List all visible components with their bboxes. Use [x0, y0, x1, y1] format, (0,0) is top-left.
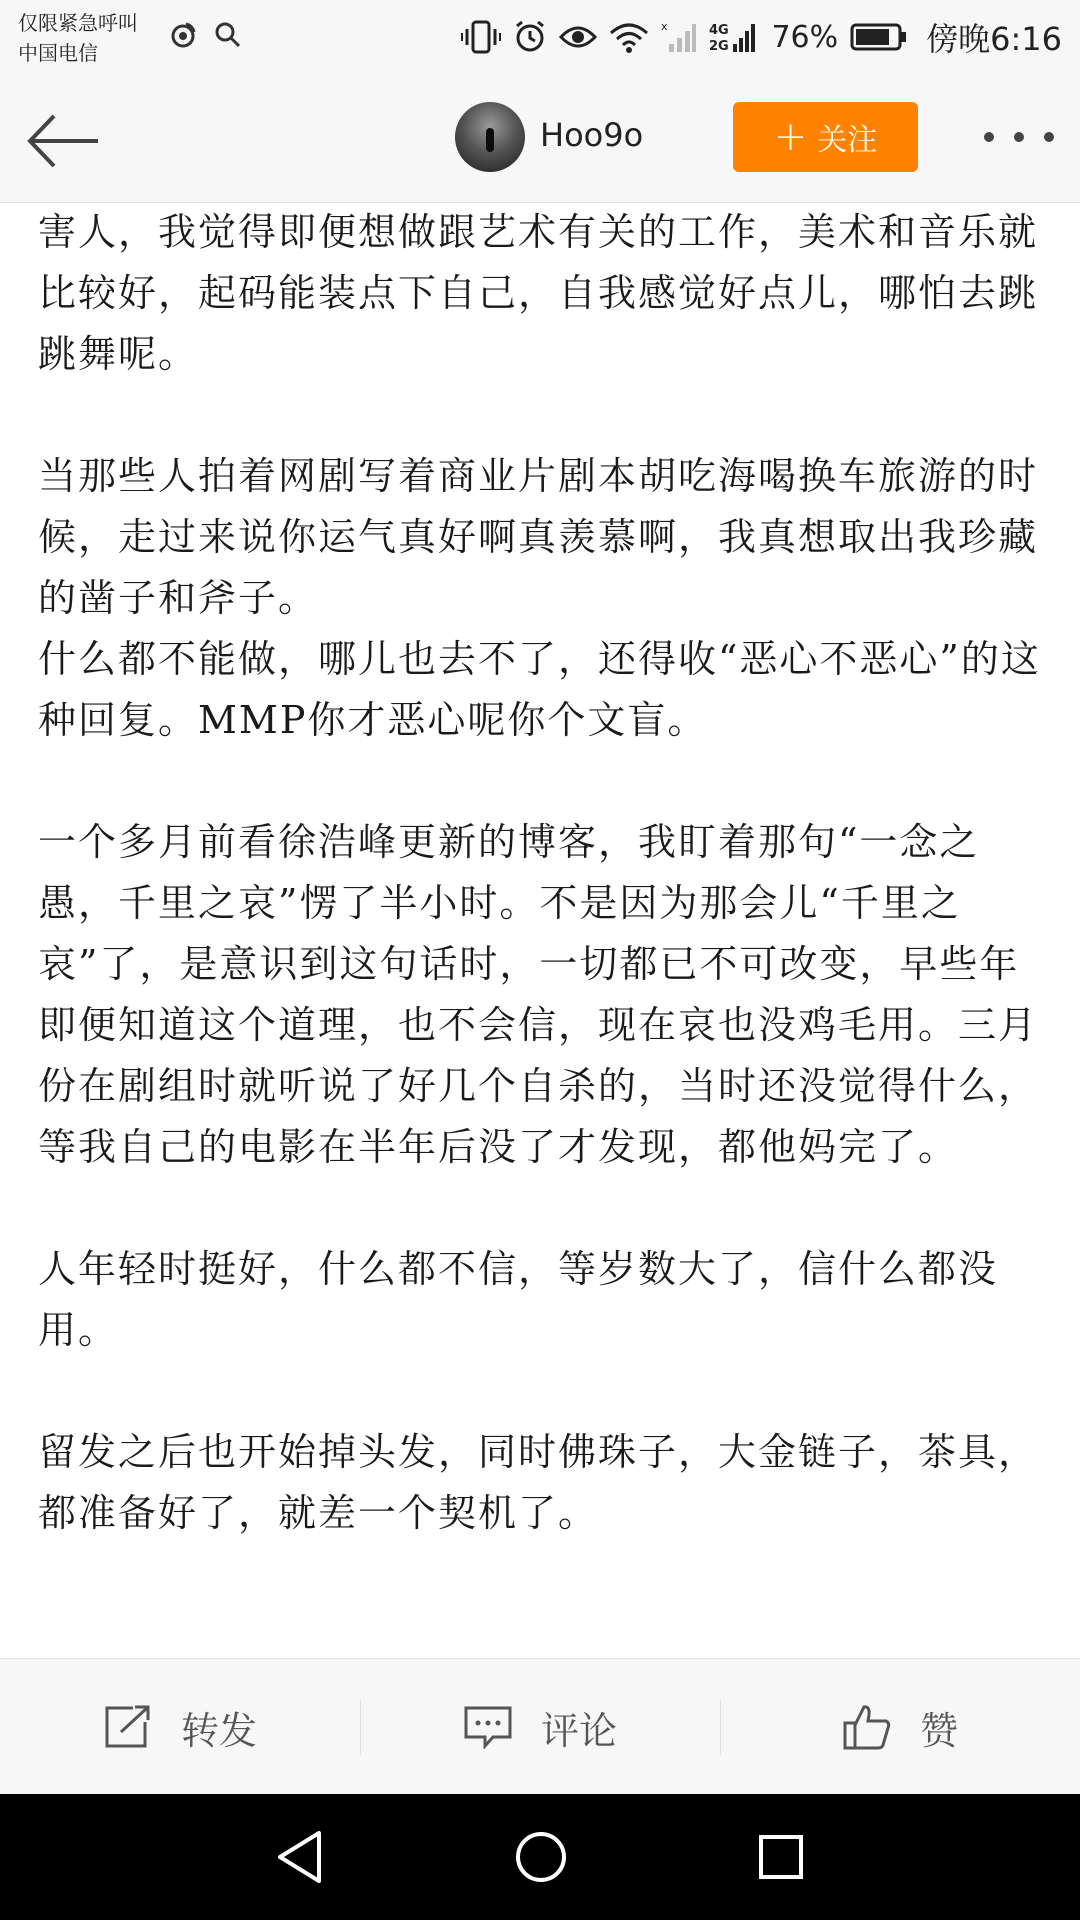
- svg-text:2G: 2G: [709, 39, 730, 54]
- comment-icon: [463, 1705, 513, 1749]
- plus-icon: +: [773, 114, 808, 160]
- follow-label: 关注: [817, 123, 878, 158]
- post-action-bar: [0, 1658, 1080, 1795]
- system-navigation-bar: [0, 1794, 1080, 1920]
- paragraph: 人年轻时挺好，什么都不信，等岁数大了，信什么都没用。: [38, 1247, 999, 1352]
- repost-label: 转发: [180, 1708, 257, 1753]
- nav-home-icon[interactable]: [514, 1830, 568, 1884]
- back-button[interactable]: [24, 106, 104, 176]
- nav-back-icon[interactable]: [275, 1829, 325, 1885]
- status-right: [461, 14, 1062, 60]
- more-options-button[interactable]: [984, 124, 1054, 150]
- post-header: [0, 80, 1080, 203]
- paragraph: 害人，我觉得即便想做跟艺术有关的工作，美术和音乐就比较好，起码能装点下自己，自我感觉好点儿，哪怕去跳跳舞呢。: [38, 210, 1039, 376]
- username[interactable]: Hoo9o: [540, 116, 644, 154]
- paragraph: 什么都不能做，哪儿也去不了，还得收“恶心不恶心”的这种回复。MMP你才恶心呢你个文盲。: [38, 637, 1041, 742]
- like-label: 赞: [919, 1708, 958, 1753]
- carrier-info: [18, 8, 138, 68]
- nav-recent-icon[interactable]: [757, 1833, 805, 1881]
- battery-percent: 76%: [771, 19, 839, 55]
- follow-button[interactable]: [733, 102, 918, 172]
- eye-comfort-icon: [559, 23, 597, 51]
- signal-4g-icon: [709, 20, 759, 54]
- status-bar: [0, 0, 1080, 80]
- clock: 傍晚6:16: [926, 20, 1062, 58]
- weibo-notification-icon: [168, 20, 198, 50]
- paragraph: 当那些人拍着网剧写着商业片剧本胡吃海喝换车旅游的时候，走过来说你运气真好啊真羡慕啊，我真想取出我珍藏的凿子和斧子。: [38, 454, 1039, 620]
- svg-text:x: x: [661, 20, 668, 33]
- comment-label: 评论: [540, 1708, 617, 1753]
- carrier-line-emergency: 仅限紧急呼叫: [18, 11, 138, 35]
- paragraph: 留发之后也开始掉头发，同时佛珠子，大金链子，茶具，都准备好了，就差一个契机了。: [38, 1430, 1039, 1535]
- thumbs-up-icon: [842, 1703, 892, 1751]
- wifi-icon: [609, 21, 649, 53]
- signal-weak-icon: [661, 20, 697, 54]
- repost-button[interactable]: [0, 1659, 360, 1795]
- more-dot-icon: [1044, 132, 1054, 142]
- svg-text:4G: 4G: [709, 23, 730, 38]
- carrier-line-name: 中国电信: [18, 41, 98, 65]
- alarm-icon: [513, 20, 547, 54]
- status-left-icons: [168, 20, 242, 50]
- back-arrow-icon: [24, 112, 100, 170]
- vibrate-icon: [461, 19, 501, 55]
- avatar[interactable]: [455, 102, 525, 172]
- paragraph: 一个多月前看徐浩峰更新的博客，我盯着那句“一念之愚，千里之哀”愣了半小时。不是因为那会儿“千里之哀”了，是意识到这句话时，一切都已不可改变，早些年即便知道这个道理，也不会信，现在哀也没鸡毛用。三月份在剧组时就听说了好几个自杀的，当时还没觉得什么，等我自己的电影在半年后没了才发现，都他妈完了。: [38, 820, 1039, 1169]
- comment-button[interactable]: [360, 1659, 720, 1795]
- share-icon: [103, 1704, 153, 1750]
- battery-icon: [850, 22, 908, 52]
- more-dot-icon: [984, 132, 994, 142]
- post-content: [38, 202, 1048, 1642]
- like-button[interactable]: [720, 1659, 1080, 1795]
- search-notification-icon: [214, 21, 242, 49]
- more-dot-icon: [1014, 132, 1024, 142]
